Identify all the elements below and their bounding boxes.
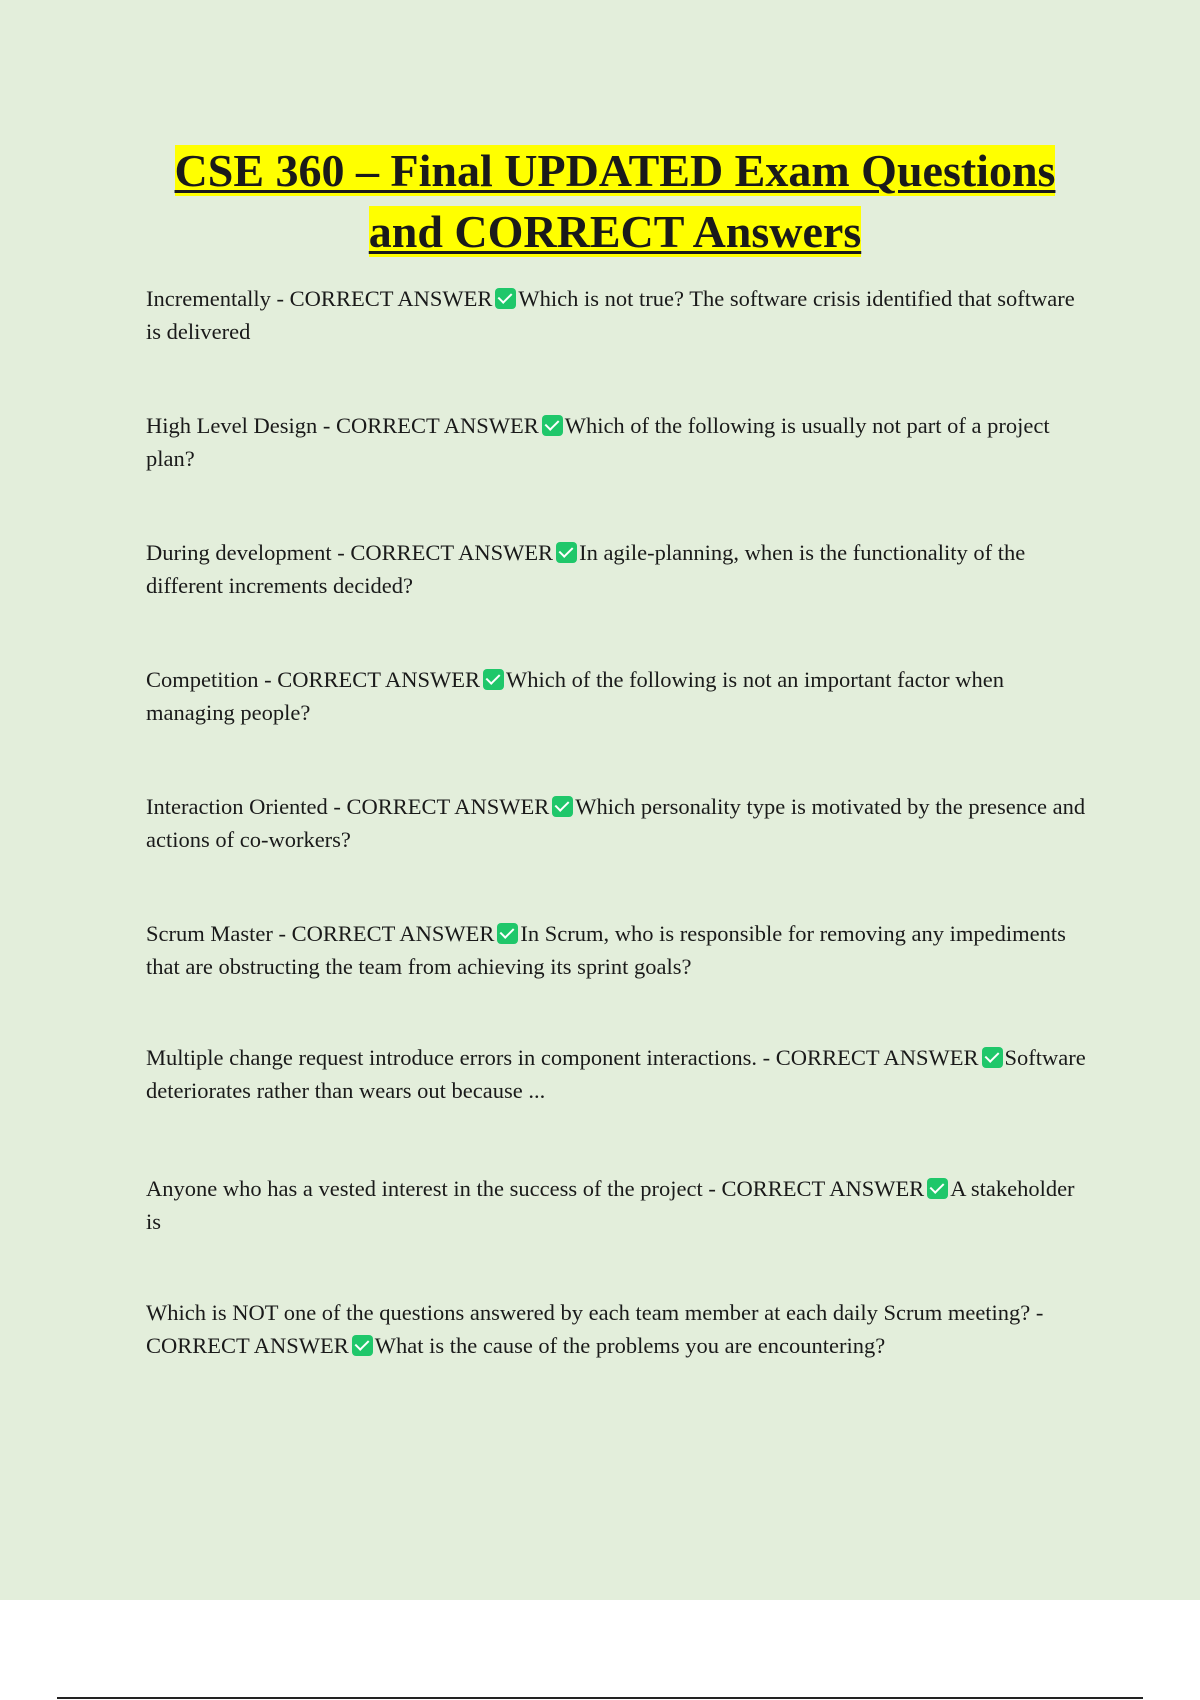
qa-answer: High Level Design - CORRECT ANSWER — [146, 413, 539, 438]
qa-entry-9 — [146, 1296, 1086, 1362]
checkmark-icon — [552, 796, 573, 817]
checkmark-icon — [495, 288, 516, 309]
checkmark-icon — [352, 1335, 373, 1356]
qa-question: Which of the following is not an important factor when managing people? — [146, 667, 1004, 725]
qa-entry-5 — [146, 790, 1086, 856]
qa-answer: Interaction Oriented - CORRECT ANSWER — [146, 794, 550, 819]
qa-question: In Scrum, who is responsible for removing any impediments that are obstructing the team from achieving its sprint goals? — [146, 921, 1066, 979]
qa-entry-4 — [146, 663, 1086, 729]
qa-question: Which personality type is motivated by the presence and actions of co-workers? — [146, 794, 1086, 852]
checkmark-icon — [497, 923, 518, 944]
qa-question: A stakeholder is — [146, 1176, 1075, 1234]
checkmark-icon — [927, 1178, 948, 1199]
qa-answer: Competition - CORRECT ANSWER — [146, 667, 480, 692]
qa-answer: Which is NOT one of the questions answered by each team member at each daily Scrum meeting? - CORRECT ANSWER — [146, 1300, 1044, 1358]
qa-entry-6 — [146, 917, 1086, 983]
qa-question: What is the cause of the problems you are encountering? — [374, 1333, 886, 1358]
qa-entry-2 — [146, 409, 1086, 475]
qa-question: Which is not true? The software crisis identified that software is delivered — [146, 286, 1075, 344]
checkmark-icon — [483, 669, 504, 690]
qa-question: In agile-planning, when is the functionality of the different increments decided? — [146, 540, 1026, 598]
qa-question: Software deteriorates rather than wears out because ... — [146, 1045, 1086, 1103]
qa-entry-3 — [146, 536, 1086, 602]
checkmark-icon — [982, 1047, 1003, 1068]
qa-answer: Incrementally - CORRECT ANSWER — [146, 286, 493, 311]
qa-answer: Anyone who has a vested interest in the success of the project - CORRECT ANSWER — [146, 1176, 925, 1201]
document-title — [140, 140, 1090, 262]
document-title-text: CSE 360 – Final UPDATED Exam Questions and CORRECT Answers — [174, 145, 1056, 257]
qa-answer: During development - CORRECT ANSWER — [146, 540, 554, 565]
footer-divider — [57, 1697, 1143, 1699]
qa-answer: Scrum Master - CORRECT ANSWER — [146, 921, 495, 946]
qa-question: Which of the following is usually not part of a project plan? — [146, 413, 1050, 471]
checkmark-icon — [556, 542, 577, 563]
qa-entry-8 — [146, 1172, 1086, 1238]
qa-answer: Multiple change request introduce errors in component interactions. - CORRECT ANSWER — [146, 1045, 979, 1070]
qa-entry-7 — [146, 1041, 1086, 1107]
checkmark-icon — [542, 415, 563, 436]
qa-entry-1 — [146, 282, 1086, 348]
